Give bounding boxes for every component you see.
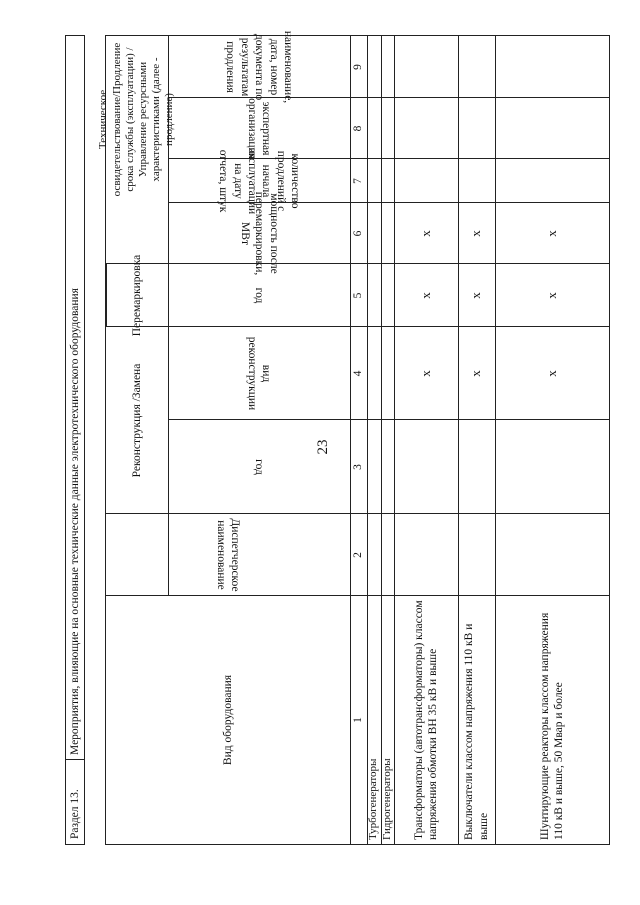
header-remarking: Перемаркировка [130, 254, 143, 337]
column-number: 2 [352, 552, 365, 558]
table-cell-mark: х [543, 230, 559, 237]
table-cell-mark: х [417, 292, 433, 299]
header-doc-info: наименование, дата, номер документа по результатам продления [224, 30, 294, 104]
column-number: 5 [352, 292, 365, 299]
row-label-breakers: Выключатели классом напряжения 110 кВ и выше [463, 623, 490, 840]
row-label-shunt-reactors: Шунтирующие реакторы классом напряжения 110 кВ и выше, 50 Мвар и более [538, 612, 565, 840]
header-remark-power: мощность после перемаркировки, МВт [238, 191, 280, 276]
header-remark-year: год [253, 287, 266, 304]
table-cell-mark: х [468, 370, 484, 377]
column-number: 6 [352, 230, 365, 237]
column-number: 1 [352, 717, 365, 723]
header-expert-org: экспертная организация [246, 98, 273, 159]
header-equipment-type: Вид оборудования [221, 674, 234, 766]
header-recon-kind: вид реконструкции [246, 336, 273, 411]
section-label: Раздел 13. [66, 759, 84, 844]
row-label-turbogenerators: Турбогенераторы [367, 758, 380, 840]
column-number: 8 [352, 125, 365, 132]
section-title: Мероприятия, влияющие на основные технические данные электротехнического оборудования [69, 288, 81, 755]
page-number: 23 [315, 439, 331, 455]
header-ext-count: количество продлений с начала эксплуатации на дату отчета, штук [217, 147, 302, 215]
header-dispatch-name: Диспетчерское наименование [215, 518, 242, 592]
column-number: 9 [352, 64, 365, 70]
header-recon-year: год [253, 459, 266, 475]
table-cell-mark: х [468, 292, 484, 299]
table-cell-mark: х [543, 370, 559, 377]
table-cell-mark: х [543, 292, 559, 299]
column-number: 3 [352, 464, 365, 470]
header-reconstruction: Реконструкция /Замена [130, 363, 143, 478]
table-cell-mark: х [417, 230, 433, 237]
table-cell-mark: х [468, 230, 484, 237]
column-number: 7 [352, 178, 365, 184]
column-number: 4 [352, 370, 365, 377]
table-cell-mark: х [417, 370, 433, 377]
row-label-hydrogenerators: Гидрогенераторы [380, 758, 393, 840]
row-label-transformers: Трансформаторы (автотрансформаторы) классом напряжения обмотки ВН 35 кВ и выше [412, 600, 439, 840]
header-tech-group: Техническое освидетельствование/Продление срока службы (эксплуатации) / Управление ресурсными характеристиками (далее - продление) [97, 42, 176, 197]
